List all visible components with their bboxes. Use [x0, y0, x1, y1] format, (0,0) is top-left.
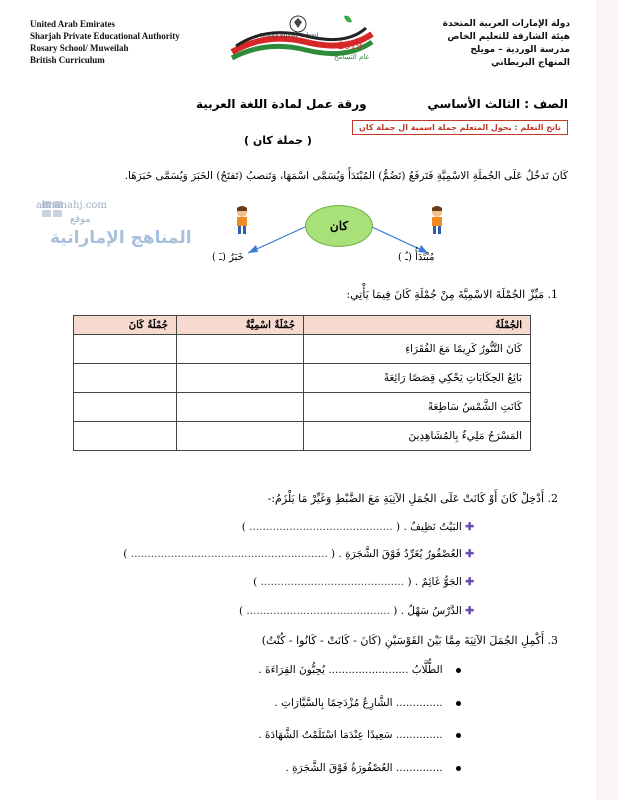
worksheet-title: ورقة عمل لمادة اللغة العربية	[196, 97, 367, 111]
sentence-cell: كَانَ التَّنُّورُ كَرِيمًا مَعَ الفُقَرَاءِ	[304, 335, 531, 364]
learning-outcome-box: ناتج التعلم : يحول المتعلم جملة اسمية ال جملة كان	[352, 120, 568, 135]
header-en-line: British Curriculum	[30, 55, 105, 65]
q3-item	[101, 664, 461, 676]
watermark-line2: المناهج الإماراتية	[50, 228, 192, 248]
q2-blank[interactable]: ...........................................	[260, 576, 405, 588]
q3-sentence: الطُّلَّابُ ........................ يُحِبُّونَ القِرَاءَةَ .	[258, 664, 443, 676]
q3-title: 3. أَكْمِلِ الجُمَلَ الآتِيَةَ مِمَّا بَيْنَ القَوْسَيْنِ (كَانَ - كَانَتْ - كَانُوا - كُنْتُ)	[261, 634, 558, 647]
q2-item	[74, 548, 474, 560]
plus-bullet-icon: ✚	[465, 521, 474, 533]
q3-blank[interactable]: ..............	[395, 697, 443, 709]
school-logo	[226, 12, 376, 64]
q2-item	[74, 576, 474, 588]
header-ar-line: المنهاج البريطاني	[491, 58, 570, 68]
header-en-line: Sharjah Private Educational Authority	[30, 31, 180, 41]
boy-left-icon	[231, 206, 253, 240]
q3-item	[101, 697, 461, 709]
q3-sentence: سَعِيدًا عِنْدَمَا اسْتَلَمْتُ الشَّهَادَةَ .	[258, 729, 393, 741]
plus-bullet-icon: ✚	[465, 605, 474, 617]
q2-item	[74, 521, 474, 533]
header-en-line: United Arab Emirates	[30, 19, 115, 29]
q2-title: 2. أَدْخِلْ كَانَ أَوْ كَانَتْ عَلَى الجُمَلِ الآتِيَةِ مَعَ الضَّبْطِ وَغَيِّرْ مَا يَلْزَمُ:-	[267, 492, 558, 505]
bullet-dot	[456, 733, 461, 738]
header-ar-line: دولة الإمارات العربية المتحدة	[442, 19, 570, 29]
plus-bullet-icon: ✚	[465, 548, 474, 560]
table-row	[74, 335, 531, 364]
sentence-cell: كَانَتِ الشَّمْسُ سَاطِعَةً	[304, 393, 531, 422]
q2-close: )	[123, 548, 128, 560]
answer-cell[interactable]	[177, 335, 304, 364]
grade-label: الصف : الثالث الأساسي	[427, 97, 568, 111]
table-header-row	[74, 316, 531, 335]
q2-close: )	[238, 605, 244, 617]
q2-sentence: الدَّرْسُ سَهْلٌ . (	[393, 605, 462, 617]
bullet-dot	[456, 668, 461, 673]
q1-title: 1. مَيِّزْ الجُمْلَةَ الاسْمِيَّةَ مِنْ جُمْلَةِ كَانَ فِيمَا يَأْتِي:	[346, 288, 558, 301]
table-row	[74, 422, 531, 451]
kana-bubble	[305, 205, 373, 247]
table-row	[74, 393, 531, 422]
answer-cell[interactable]	[74, 364, 177, 393]
q3-sentence: العُصْفُورَةُ فَوْقَ الشَّجَرَةِ .	[285, 762, 393, 774]
answer-cell[interactable]	[74, 393, 177, 422]
q2-sentence: العُصْفُورُ يُغَرِّدُ فَوْقَ الشَّجَرَةِ . (	[331, 548, 462, 560]
watermark-line1: موقع	[70, 214, 91, 225]
header-ar-line: هيئة الشارقة للتعليم الخاص	[447, 32, 570, 42]
q2-item	[74, 605, 474, 617]
q2-sentence: الجَوُّ غَائِمٌ . (	[407, 576, 462, 588]
q2-sentence: البَيْتُ نَظِيفٌ . (	[396, 521, 462, 533]
khabar-label: خَبَرُ (ـَ )	[212, 252, 244, 263]
header-ar-line: مدرسة الوردية – مويلح	[470, 45, 570, 55]
lesson-title: ( جملة كان )	[244, 134, 312, 147]
kana-label: كان	[329, 219, 349, 233]
logo-caption: عام التسامح	[334, 53, 370, 61]
answer-cell[interactable]	[177, 422, 304, 451]
q3-blank[interactable]: ..............	[395, 729, 443, 741]
bullet-dot	[456, 766, 461, 771]
q3-sentence: الشَّارِعُ مُزْدَحِمًا بِالسَّيَّارَاتِ .	[274, 697, 393, 709]
logo-school-name: Rosary Private School	[260, 32, 319, 39]
logo-year: 2019	[338, 38, 362, 52]
table-row	[74, 364, 531, 393]
q1-table	[73, 315, 531, 451]
mubtada-label: مُبْتَدَأُ (ـُ )	[398, 252, 435, 263]
header-english	[30, 18, 180, 66]
q2-blank[interactable]: ...........................................................	[130, 548, 328, 560]
watermark-site: almanahj.com	[36, 200, 107, 211]
answer-cell[interactable]	[177, 364, 304, 393]
sentence-cell: بَائِعُ الحِكَايَاتِ يَحْكِي قِصَصًا رَائِعَةً	[304, 364, 531, 393]
answer-cell[interactable]	[74, 335, 177, 364]
bullet-dot	[456, 701, 461, 706]
sentence-cell: المَسْرَحُ مَلِيءٌ بِالمُشَاهِدِينَ	[304, 422, 531, 451]
q2-blank[interactable]: ...........................................	[249, 521, 393, 533]
column-header: جُمْلَةُ كَانَ	[74, 316, 177, 335]
plus-bullet-icon: ✚	[465, 576, 474, 588]
q3-item	[101, 729, 461, 741]
column-header: الجُمْلَةُ	[304, 316, 531, 335]
boy-right-icon	[426, 206, 448, 240]
answer-cell[interactable]	[177, 393, 304, 422]
intro-text: كَانَ تَدخُلُ عَلَى الجُملَةِ الاسْمِيَّةِ فَتَرفَعُ (تَضُمُّ) المُبْتَدَأَ وَيُسَمَّى اسْمَهَا، وَتَنصبُ (تَفتَحُ) الخَبَرَ وَيُسَمَّى خَبَرَهَا.	[124, 170, 568, 182]
header-en-line: Rosary School/ Muweilah	[30, 43, 129, 53]
column-header: جُمْلَةٌ اسْمِيَّةٌ	[177, 316, 304, 335]
q2-close: )	[241, 521, 246, 533]
q2-blank[interactable]: ...........................................	[246, 605, 390, 617]
q3-item	[101, 762, 461, 774]
header-arabic	[443, 18, 570, 70]
q2-close: )	[253, 576, 258, 588]
answer-cell[interactable]	[74, 422, 177, 451]
q3-blank[interactable]: ..............	[395, 762, 443, 774]
